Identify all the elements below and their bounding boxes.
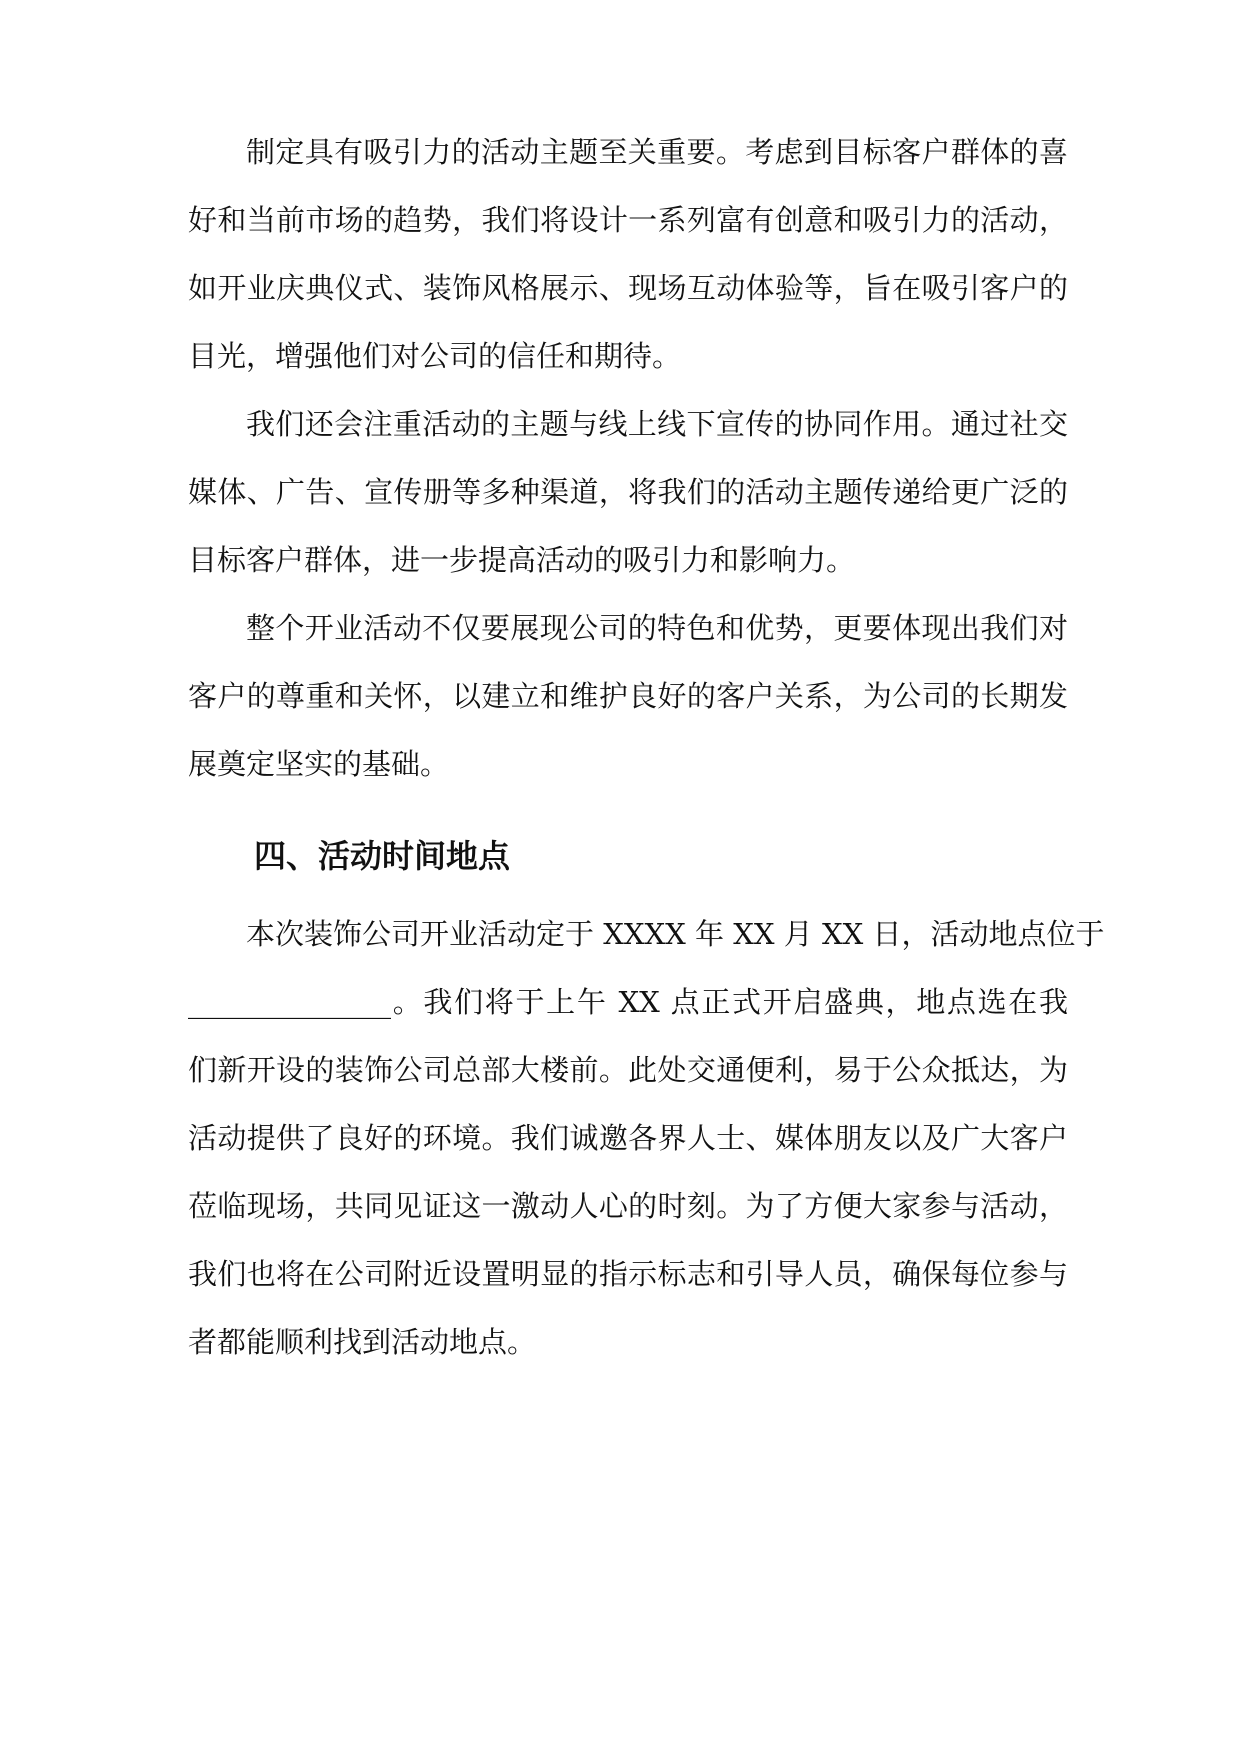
section-4-line-1: 本次装饰公司开业活动定于 XXXX 年 XX 月 XX 日，活动地点位于	[246, 917, 1105, 951]
paragraph-3-line-2: 客户的尊重和关怀，以建立和维护良好的客户关系，为公司的长期发	[188, 679, 1068, 713]
paragraph-3-line-3: 展奠定坚实的基础。	[188, 747, 450, 781]
section-4-line-7: 者都能顺利找到活动地点。	[188, 1325, 537, 1359]
paragraph-2-line-3: 目标客户群体，进一步提高活动的吸引力和影响力。	[188, 543, 856, 577]
section-heading: 四、活动时间地点	[254, 837, 511, 875]
paragraph-1-line-2: 好和当前市场的趋势，我们将设计一系列富有创意和吸引力的活动，	[188, 203, 1068, 237]
paragraph-2-line-1: 我们还会注重活动的主题与线上线下宣传的协同作用。通过社交	[246, 407, 1068, 441]
paragraph-2-line-2: 媒体、广告、宣传册等多种渠道，将我们的活动主题传递给更广泛的	[188, 475, 1068, 509]
section-4-line-6: 我们也将在公司附近设置明显的指示标志和引导人员，确保每位参与	[188, 1257, 1068, 1291]
paragraph-1-line-3: 如开业庆典仪式、装饰风格展示、现场互动体验等，旨在吸引客户的	[188, 271, 1068, 305]
section-4-line-2: ______________。我们将于上午 XX 点正式开启盛典，地点选在我	[188, 985, 1068, 1019]
section-4-line-5: 莅临现场，共同见证这一激动人心的时刻。为了方便大家参与活动，	[188, 1189, 1068, 1223]
paragraph-1-line-4: 目光，增强他们对公司的信任和期待。	[188, 339, 682, 373]
paragraph-3-line-1: 整个开业活动不仅要展现公司的特色和优势，更要体现出我们对	[246, 611, 1068, 645]
section-4-line-3: 们新开设的装饰公司总部大楼前。此处交通便利，易于公众抵达，为	[188, 1053, 1068, 1087]
section-4-line-4: 活动提供了良好的环境。我们诚邀各界人士、媒体朋友以及广大客户	[188, 1121, 1068, 1155]
paragraph-1-line-1: 制定具有吸引力的活动主题至关重要。考虑到目标客户群体的喜	[246, 135, 1068, 169]
